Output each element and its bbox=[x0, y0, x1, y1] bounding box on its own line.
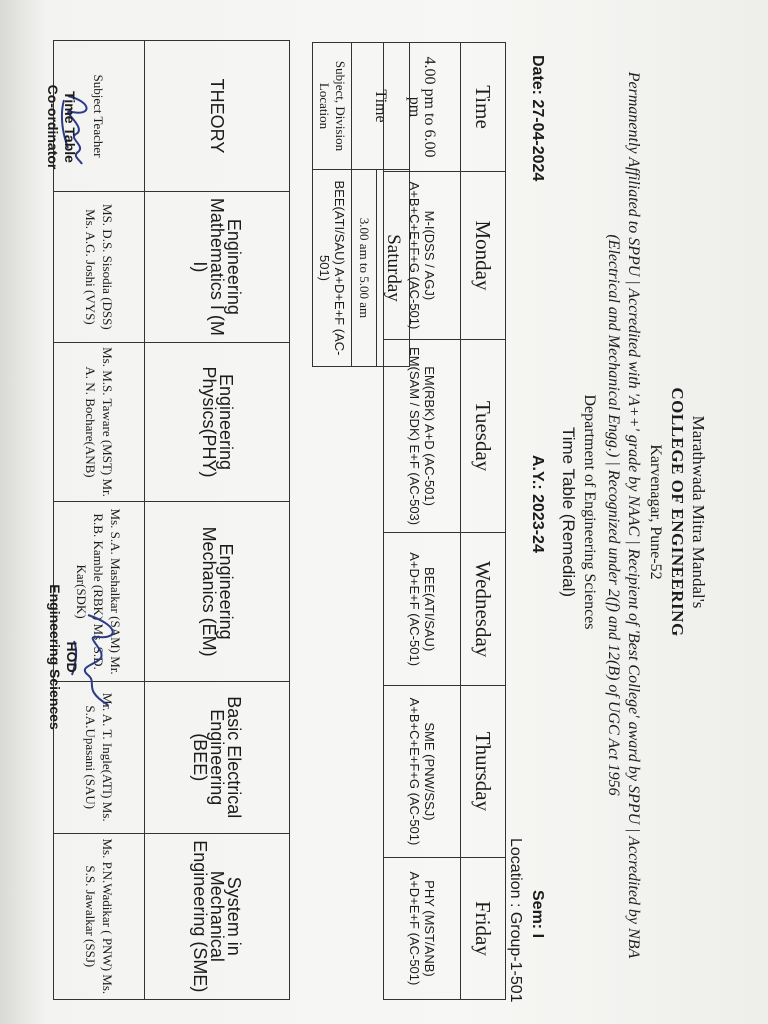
saturday-subject-label: Subject, Division Location bbox=[313, 43, 352, 170]
slot-thursday: SME (PNW/SSJ) A+B+C+E+F+G (AC-501) bbox=[384, 686, 461, 858]
theory-row bbox=[145, 41, 290, 1000]
academic-year: A.Y.: 2023-24 bbox=[529, 455, 546, 553]
department-name: Department of Engineering Sciences bbox=[581, 394, 598, 630]
header-time: Time bbox=[461, 43, 506, 172]
saturday-timetable bbox=[312, 42, 410, 367]
teacher-cell: MS. D.S. Sisodia (DSS) Ms. A.G. Joshi (VYS) bbox=[54, 192, 145, 343]
teacher-label: Subject Teacher bbox=[54, 41, 145, 192]
subject-cell: Engineering Mathematics I (M I) bbox=[145, 192, 290, 343]
hod-line2: Engineering Sciences bbox=[47, 584, 63, 730]
weekly-header-row bbox=[461, 43, 506, 1000]
teacher-cell: Mr. A. T. Ingle(ATI) Ms. S.A.Upasani (SAU) bbox=[54, 681, 145, 833]
hod-block bbox=[46, 572, 80, 742]
slot-time: 4.00 pm to 6.00 pm bbox=[384, 43, 461, 172]
subject-cell: System in Mechanical Engineering (SME) bbox=[145, 833, 290, 999]
theory-label: THEORY bbox=[145, 41, 290, 192]
saturday-day-row bbox=[377, 43, 410, 367]
subject-cell: Basic Electrical Engineering (BEE) bbox=[145, 681, 290, 833]
document-title: Time Table (Remedial) bbox=[559, 426, 578, 598]
coordinator-line1: Time Table bbox=[62, 91, 78, 163]
coordinator-block bbox=[44, 62, 78, 192]
slot-tuesday: EM(RBK) A+D (AC-501) EM(SAM / SDK) E+F (AC-503) bbox=[384, 339, 461, 532]
header-friday: Friday bbox=[461, 857, 506, 999]
saturday-time-label: Time bbox=[352, 43, 410, 170]
header-wednesday: Wednesday bbox=[461, 533, 506, 686]
header-tuesday: Tuesday bbox=[461, 339, 506, 532]
subject-cell: Engineering Physics(PHY) bbox=[145, 342, 290, 502]
college-address: Karvenagar, Pune-52 bbox=[647, 444, 664, 580]
saturday-subject-row bbox=[313, 43, 352, 367]
location: Location : Group-1-501 bbox=[507, 838, 524, 1003]
semester: Sem: I bbox=[529, 890, 546, 939]
slot-monday: M-I(DSS / AGJ) A+B+C+E+F+G (AC-501) bbox=[384, 172, 461, 340]
saturday-day: Saturday bbox=[377, 170, 410, 367]
affiliation-text: Permanently Affiliated to SPPU | Accredited with 'A++' grade by NAAC | Recipient of 'Best College' award by SPPU | Accredited by NBA (Electrical and Mechanical Engg.) | Recognized under 2(f) and 12(B) of UGC Act 1956 bbox=[605, 71, 642, 959]
header-thursday: Thursday bbox=[461, 686, 506, 858]
hod-line1: HOD bbox=[64, 641, 80, 673]
coordinator-line2: Co-ordinator bbox=[45, 84, 61, 170]
slot-friday: PHY (MST/ANB) A+D+E+F (AC-501) bbox=[384, 857, 461, 999]
date-label: Date: 27-04-2024 bbox=[529, 55, 546, 182]
college-name: COLLEGE OF ENGINEERING bbox=[668, 387, 687, 637]
header-monday: Monday bbox=[461, 172, 506, 340]
theory-teachers-table bbox=[53, 40, 290, 1000]
saturday-slot: 3.00 am to 5.00 am bbox=[352, 170, 377, 367]
saturday-subject: BEE(ATI/SAU) A+D+E+F (AC-501) bbox=[313, 170, 352, 367]
slot-wednesday: BEE(ATI/SAU) A+D+E+F (AC-501) bbox=[384, 533, 461, 686]
society-name: Marathwada Mitra Mandal's bbox=[689, 415, 708, 609]
subject-cell: Engineering Mechanics (EM) bbox=[145, 502, 290, 682]
teacher-cell: Ms. S.A. Mashalkar (SAM) Mr. R.B. Kamble (RBK) Ms. S.D. Kar(SDK) bbox=[54, 502, 145, 682]
teacher-cell: Ms. M.S. Taware (MST) Mr. A. N. Bochare(ANB) bbox=[54, 342, 145, 502]
teacher-cell: Ms. P.N.Wadikar ( PNW) Ms. S.S. Jawalkar (SSJ) bbox=[54, 833, 145, 999]
